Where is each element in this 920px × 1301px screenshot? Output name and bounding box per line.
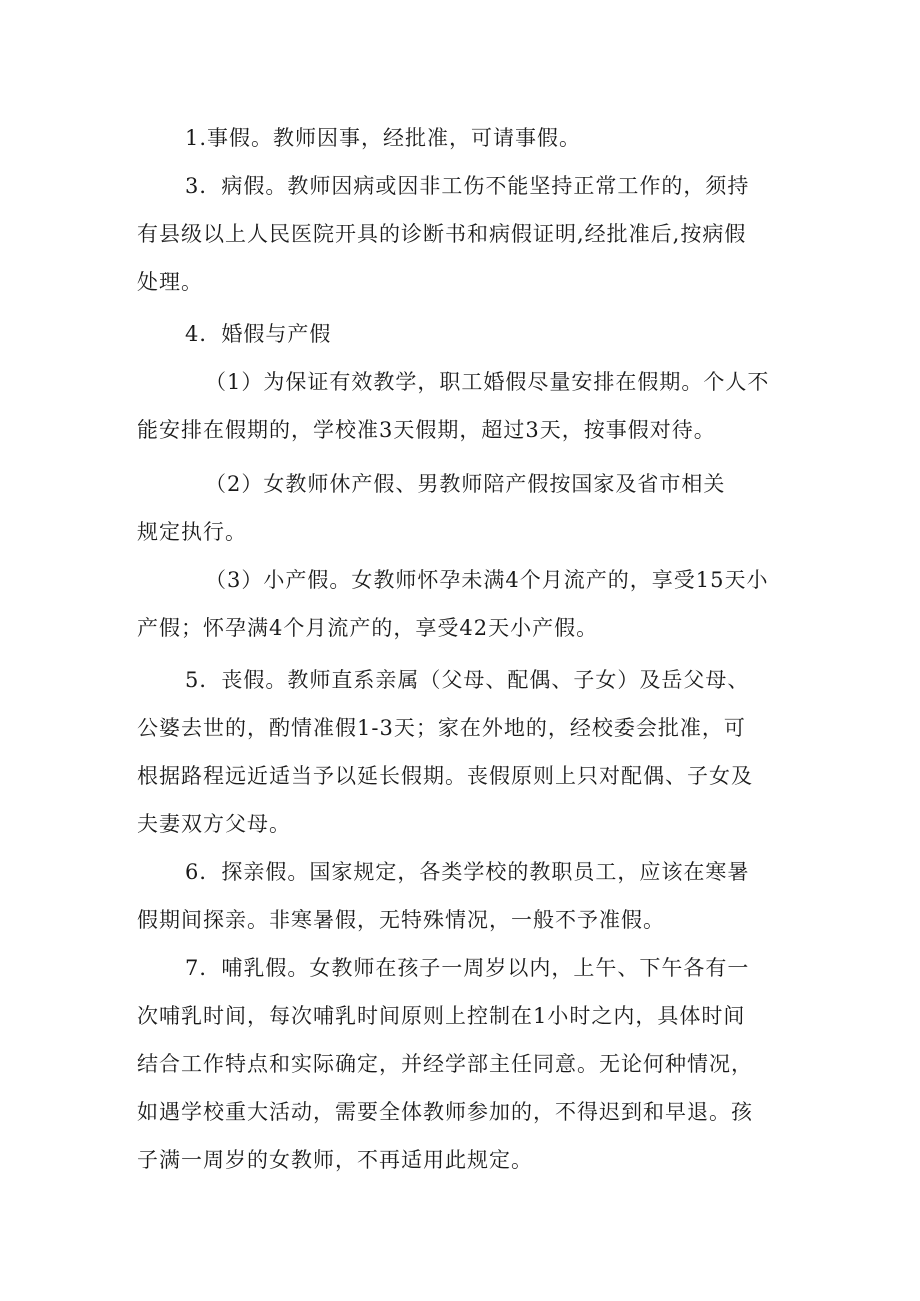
text-line: 次哺乳时间，每次哺乳时间原则上控制在1小时之内，具体时间: [137, 1004, 746, 1028]
text-line: 4．婚假与产假: [185, 322, 332, 346]
paragraph-sick-leave: [137, 162, 797, 306]
text-line: 7．哺乳假。女教师在孩子一周岁以内，上午、下午各有一: [185, 956, 750, 980]
text-line: 如遇学校重大活动，需要全体教师参加的，不得迟到和早退。孩: [137, 1100, 753, 1124]
paragraph-maternity-paternity-leave: [137, 460, 797, 556]
text-line: 3．病假。教师因病或因非工伤不能坚持正常工作的，须持: [185, 174, 750, 198]
paragraph-family-visit-leave: [137, 848, 797, 944]
text-line: 6．探亲假。国家规定，各类学校的教职员工，应该在寒暑: [185, 860, 750, 884]
text-line: 产假；怀孕满4个月流产的，享受42天小产假。: [137, 616, 599, 640]
paragraph-marriage-leave: [137, 358, 797, 454]
text-line: 有县级以上人民医院开具的诊断书和病假证明,经批准后,按病假: [137, 222, 747, 246]
text-line: 1.事假。教师因事，经批准，可请事假。: [185, 126, 582, 150]
text-line: 处理。: [137, 270, 203, 294]
text-line: 夫妻双方父母。: [137, 812, 291, 836]
paragraph-nursing-leave: [137, 944, 797, 1184]
text-line: 能安排在假期的，学校准3天假期，超过3天，按事假对待。: [137, 418, 716, 442]
text-line: 假期间探亲。非寒暑假，无特殊情况，一般不予准假。: [137, 908, 665, 932]
text-line: 结合工作特点和实际确定，并经学部主任同意。无论何种情况，: [137, 1052, 753, 1076]
text-line: （2）女教师休产假、男教师陪产假按国家及省市相关: [205, 472, 726, 496]
paragraph-miscarriage-leave: [137, 556, 797, 652]
paragraph-personal-leave: [137, 114, 797, 162]
text-line: 5．丧假。教师直系亲属（父母、配偶、子女）及岳父母、: [185, 668, 750, 692]
text-line: 规定执行。: [137, 520, 247, 544]
text-line: 根据路程远近适当予以延长假期。丧假原则上只对配偶、子女及: [137, 764, 753, 788]
text-line: （1）为保证有效教学，职工婚假尽量安排在假期。个人不: [205, 370, 770, 394]
text-line: 公婆去世的，酌情准假1-3天；家在外地的，经校委会批准，可: [137, 716, 746, 740]
text-line: （3）小产假。女教师怀孕未满4个月流产的，享受15天小: [205, 568, 769, 592]
text-line: 子满一周岁的女教师，不再适用此规定。: [137, 1148, 533, 1172]
paragraph-marriage-maternity-heading: [137, 310, 797, 358]
paragraph-bereavement-leave: [137, 656, 797, 848]
